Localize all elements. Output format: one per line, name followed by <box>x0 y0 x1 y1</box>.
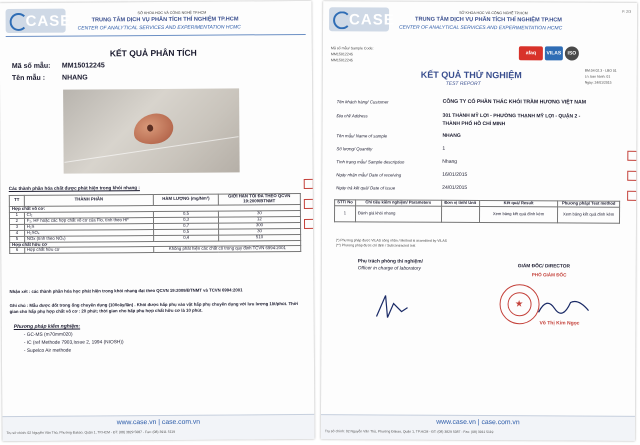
cell: H₂S <box>24 223 154 230</box>
ref-line: Ln. ban hành: 01 <box>584 74 611 79</box>
address-line1: 301 THÀNH MỸ LỢI - PHƯỜNG THẠNH MỸ LỢI - QUẬN 2 - <box>442 112 581 120</box>
test-report-page <box>321 1 637 441</box>
director-signature <box>536 292 592 318</box>
col-method: Phương pháp/ Test method <box>558 201 620 207</box>
red-seal-mark <box>304 219 314 229</box>
cell: 300 <box>218 222 300 229</box>
center-name-vn: TRUNG TÂM DỊCH VỤ PHÂN TÍCH THÍ NGHIỆM TP.HCM <box>415 16 562 24</box>
director-name: Võ Thị Kim Ngọc <box>539 320 580 327</box>
sample-code-value: MM15012245 <box>61 62 105 70</box>
group-organic: Hợp chất hữu cơ <box>10 240 301 248</box>
side-stamp-strip <box>626 181 636 241</box>
center-name-vn: TRUNG TÂM DỊCH VỤ PHÂN TÍCH THÍ NGHIỆM TP.HCM <box>91 16 239 24</box>
method-item: - IC (ref Methode 7903,Issue 2, 1994 (NIOSH)) <box>23 340 124 346</box>
cell: 0,5 <box>154 229 218 235</box>
col-limit: GIỚI HẠN TỐI ĐA THEO QCVN 19:2009/BTNMT <box>218 193 300 204</box>
side-stamp-strip <box>303 179 313 239</box>
footnote: (*) Phương pháp được VILAS công nhận / Method is accredited by VILAS <box>335 238 447 243</box>
cell: 0,5 <box>154 211 218 217</box>
incense-cone <box>131 111 176 148</box>
method-item: - GC-MS (m70mm020) <box>23 332 73 338</box>
cell: Xem bảng kết quả đính kèm <box>479 206 557 222</box>
method-item: - Supelco Air methode <box>23 348 72 354</box>
col-content: HÀM LƯỢNG (mg/Nm³) <box>154 194 219 205</box>
header-divider <box>6 34 306 37</box>
cell: 12 <box>218 216 300 223</box>
issued-label: Ngày trả kết quả/ Date of issue <box>336 185 396 191</box>
assessment-note: Nhận xét : các thành phần hóa học phát hiện trong khói nhang đạt theo QCVN 19:2009/BTNMT và TCVN 6994:2001 <box>9 287 243 295</box>
address-line2: THÀNH PHỐ HỒ CHÍ MINH <box>442 120 506 128</box>
officer-title-vn: Phụ trách phòng thí nghiệm/ <box>357 259 423 265</box>
sample-name-value: NHANG <box>61 74 88 82</box>
vilas-badge: VILAS <box>545 46 563 60</box>
cell <box>441 206 479 222</box>
col-unit: Đơn vị tính/ Unit <box>441 200 479 206</box>
afaq-badge: afaq <box>519 46 543 60</box>
red-seal-mark <box>304 199 314 209</box>
page-footer <box>321 414 635 441</box>
official-seal <box>499 284 539 324</box>
cell: 510 <box>218 234 300 241</box>
customer-label: Tên khách hàng/ Customer <box>336 99 389 105</box>
cell: H₂SO₄ <box>24 229 154 236</box>
ministry-name: SỞ KHOA HỌC VÀ CÔNG NGHỆ TP.HCM <box>459 10 528 16</box>
sample-label: Tên mẫu/ Name of sample <box>336 133 388 139</box>
case-logo <box>6 9 72 33</box>
red-seal-mark <box>627 171 637 181</box>
iso-badge: ISO <box>565 46 579 60</box>
ref-line: BM.04 02.3 - LBO 01 <box>584 68 617 73</box>
col-component: THÀNH PHẦN <box>24 195 154 207</box>
cell: 0,7 <box>154 223 218 229</box>
address-label: Địa chỉ/ Address <box>336 113 368 119</box>
composition-table <box>9 193 301 254</box>
cell: 4 <box>10 230 25 236</box>
footnote: (**) Phương pháp được chỉ định / Subcontracted test <box>335 243 416 248</box>
sample-code-meta: MM15012245 <box>330 58 353 63</box>
deputy-title: PHÓ GIÁM ĐỐC <box>531 272 567 278</box>
cell: 3 <box>10 224 25 230</box>
incense-cone-photo <box>63 88 240 173</box>
cell: 30 <box>218 210 300 217</box>
cone-hole <box>147 124 154 132</box>
sample-value: NHANG <box>442 132 461 139</box>
cell: Hợp chất hữu cơ <box>24 247 154 254</box>
received-label: Ngày nhận mẫu/ Date of receiving <box>336 172 402 178</box>
director-title: GIÁM ĐỐC/ DIRECTOR <box>517 264 570 270</box>
cell: F₂, HF hoặc các hợp chất vô cơ của Flo, tính theo HF <box>24 217 154 224</box>
footer-url: www.case.vn | case.com.vn <box>116 418 201 427</box>
red-seal-mark <box>304 179 314 189</box>
page-subtitle: TEST REPORT <box>445 80 481 88</box>
footer-address: Trụ sở chính: 02 Nguyễn Văn Thủ, Phường Đakao, Quận 1, TP.HCM - ĐT: (08) 3829 5087 - Fax: (08) 3911 5119 <box>6 429 176 436</box>
customer-value: CÔNG TY CỔ PHẦN THÁC KHÓI TRẦM HƯƠNG VIỆT NAM <box>442 98 587 106</box>
table-row <box>10 246 301 254</box>
col-parameters: Chỉ tiêu kiểm nghiệm/ Parameters <box>355 200 441 206</box>
cell: 6 <box>10 248 25 254</box>
seal-star-icon: ★ <box>515 299 523 309</box>
cell: 5 <box>10 236 25 242</box>
col-tt: TT <box>9 195 24 206</box>
officer-signature <box>371 291 411 321</box>
case-logo <box>329 7 395 31</box>
description-label: Tình trạng mẫu/ Sample description <box>336 159 405 165</box>
logo-text: CASE <box>25 12 72 30</box>
page-number: P. 2/3 <box>622 9 632 14</box>
result-table <box>334 199 620 223</box>
col-result: Kết quả/ Result <box>479 201 557 207</box>
table-caption: Các thành phần hóa chất được phát hiện trong khói nhang : <box>8 185 140 192</box>
table-row <box>334 205 619 222</box>
procedure-note: Ghi chú : Mẫu được đốt trong ống chuyên dụng (100cây/lần) . Khói được hấp phụ vào vật hấp phụ chuyên dụng với lưu lượng 1lít/phút. Thời gian cho hấp phụ hợp chất vô cơ : 20 phút; thời gian cho hấp phụ hợp chất hữu cơ là 10 phút. <box>9 301 299 314</box>
center-name-en: CENTER OF ANALYTICAL SERVICES AND EXPERIMENTATION HCMC <box>77 24 241 32</box>
cell: NOx (tính theo NO₂) <box>24 235 154 242</box>
page-title: KẾT QUẢ PHÂN TÍCH <box>109 47 197 59</box>
ref-line: Ngày: 24/01/2015 <box>584 80 612 85</box>
method-text: IC (ref Methode 7903,Issue 2, 1994 (NIOSH)) <box>26 340 124 346</box>
group-inorganic: Hợp chất vô cơ: <box>9 204 300 212</box>
cell: Đánh giá khói nhang <box>355 206 441 222</box>
description-value: Nhang <box>442 158 458 165</box>
logo-text: CASE <box>349 11 395 29</box>
red-seal-mark <box>627 151 637 161</box>
footer-address: Trụ sở chính: 02 Nguyễn Văn Thủ, Phường Đakao, Quận 1, TP.HCM - ĐT: (08) 3829 5087 - Fax: (08) 3911 5119 <box>324 429 494 435</box>
footer-url: www.case.vn | case.com.vn <box>436 418 520 427</box>
col-no: STT/ No <box>335 200 356 206</box>
officer-title-en: Officer in charge of laboratory <box>357 266 421 272</box>
quantity-label: Số lượng/ Quantity <box>336 146 373 152</box>
cell: 2 <box>9 218 24 224</box>
cell: 0,4 <box>154 235 218 241</box>
sample-code-meta: MM15012245 <box>330 52 353 57</box>
center-name-en: CENTER OF ANALYTICAL SERVICES AND EXPERIMENTATION HCMC <box>398 24 563 32</box>
method-text: Supelco Air methode <box>26 348 72 354</box>
cell: Không phát hiện các chất có trong quy định TCVN 6994:2001 <box>154 246 301 253</box>
sample-code-meta: Mã số mẫu/ Sample Code: <box>330 46 374 51</box>
methods-title: Phương pháp kiểm nghiệm: <box>13 323 81 331</box>
method-text: GC-MS (m70mm020) <box>26 332 73 338</box>
cell: Xem bảng kết quả đính kèm <box>558 207 620 223</box>
cell: 30 <box>218 228 300 235</box>
ministry-name: SỞ KHOA HỌC VÀ CÔNG NGHỆ TP.HCM <box>137 10 207 16</box>
cell: Cl₂ <box>24 211 154 218</box>
received-value: 16/01/2015 <box>442 171 468 178</box>
analysis-result-page <box>0 1 315 441</box>
sample-name-label: Tên mẫu : <box>11 74 46 83</box>
cell: 1 <box>334 205 355 221</box>
page-footer <box>2 414 314 441</box>
issued-value: 24/01/2015 <box>442 184 468 191</box>
page-title: KẾT QUẢ THỬ NGHIỆM <box>420 69 522 81</box>
red-seal-mark <box>627 191 637 201</box>
cell: 0,3 <box>154 217 218 223</box>
cell: 1 <box>9 212 24 218</box>
sample-code-label: Mã số mẫu: <box>11 62 51 71</box>
quantity-value: 1 <box>442 145 446 152</box>
